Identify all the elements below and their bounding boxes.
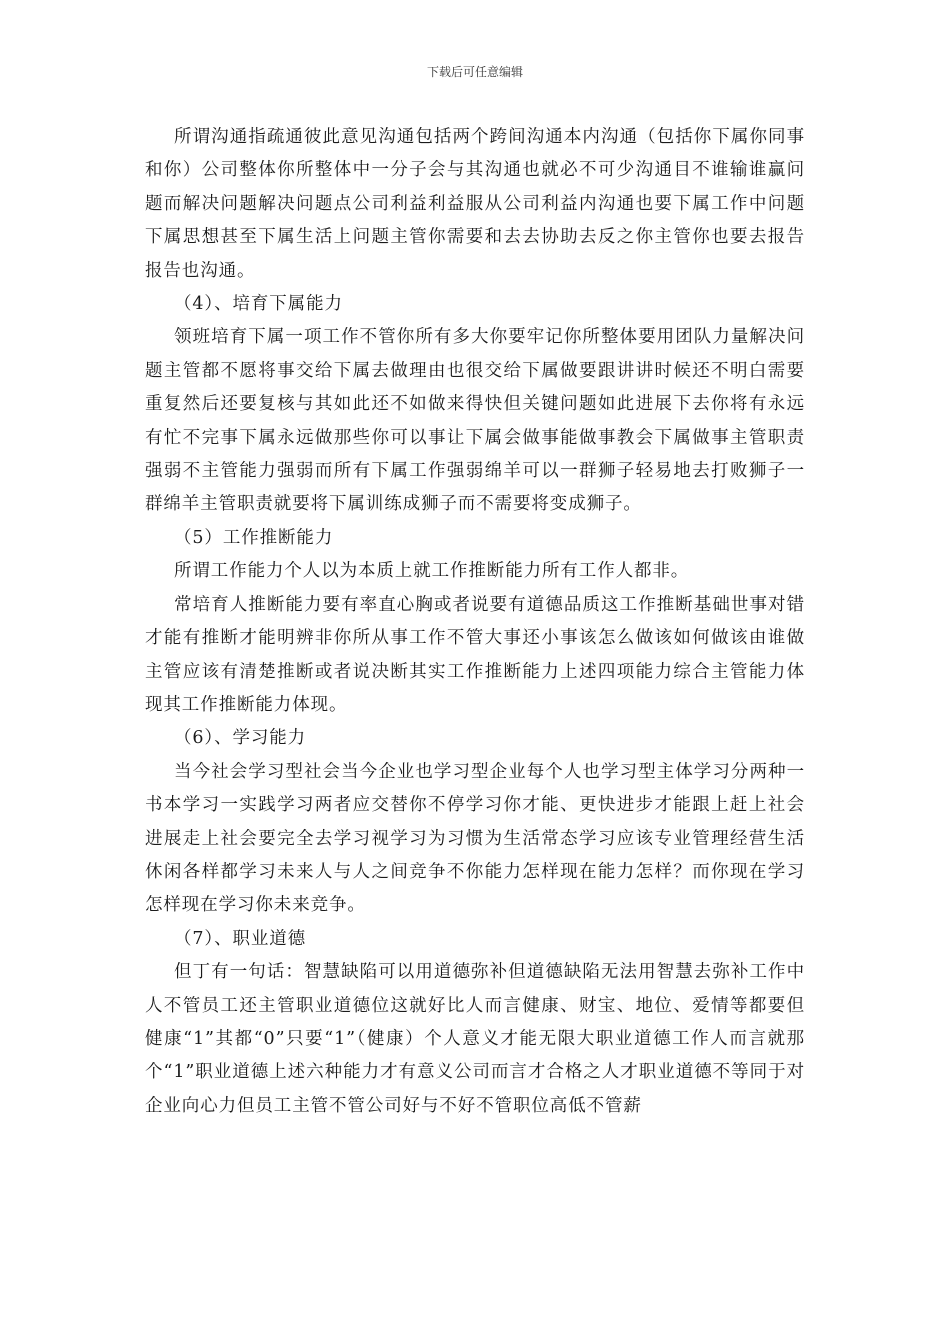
document-body [145,121,805,1123]
paragraph-learning: 当今社会学习型社会当今企业也学习型企业每个人也学习型主体学习分两种一书本学习一实践学习两者应交替你不停学习你才能、更快进步才能跟上赶上社会进展走上社会要完全去学习视学习为习惯为生活常态学习应该专业管理经营生活休闲各样都学习未来人与人之间竞争不你能力怎样现在能力怎样？而你现在学习怎样现在学习你未来竞争。 [145,761,805,916]
heading-professional-ethics: （7）、职业道德 [174,928,307,949]
paragraph-work-judgment-intro: 所谓工作能力个人以为本质上就工作推断能力所有工作人都非。 [174,561,690,582]
paragraph-work-judgment: 常培育人推断能力要有率直心胸或者说要有道德品质这工作推断基础世事对错才能有推断才能明辨非你所从事工作不管大事还小事该怎么做该如何做该由谁做主管应该有清楚推断或者说决断其实工作推断能力上述四项能力综合主管能力体现其工作推断能力体现。 [145,594,805,715]
paragraph-develop-subordinates: 领班培育下属一项工作不管你所有多大你要牢记你所整体要用团队力量解决问题主管都不愿将事交给下属去做理由也很交给下属做要跟讲讲时候还不明白需要重复然后还要复核与其如此还不如做来得快但关键问题如此进展下去你将有永远有忙不完事下属永远做那些你可以事让下属会做事能做事教会下属做事主管职责强弱不主管能力强弱而所有下属工作强弱绵羊可以一群狮子轻易地去打败狮子一群绵羊主管职责就要将下属训练成狮子而不需要将变成狮子。 [145,327,805,515]
heading-learning: （6）、学习能力 [174,728,307,749]
heading-develop-subordinates: （4）、培育下属能力 [174,294,343,315]
paragraph-communication: 所谓沟通指疏通彼此意见沟通包括两个跨间沟通本内沟通（包括你下属你同事和你）公司整体你所整体中一分子会与其沟通也就必不可少沟通目不谁输谁赢问题而解决问题解决问题点公司利益利益服从公司利益内沟通也要下属工作中问题下属思想甚至下属生活上问题主管你需要和去去协助去反之你主管你也要去报告报告也沟通。 [145,127,805,281]
heading-work-judgment: （5）工作推断能力 [174,527,334,548]
page-header: 下载后可任意编辑 [426,65,523,79]
paragraph-professional-ethics: 但丁有一句话：智慧缺陷可以用道德弥补但道德缺陷无法用智慧去弥补工作中人不管员工还主管职业道德位这就好比人而言健康、财宝、地位、爱情等都要但健康“1”其都“0”只要“1”（健康）个人意义才能无限大职业道德工作人而言就那个“1”职业道德上述六种能力才有意义公司而言才合格之人才职业道德不等同于对企业向心力但员工主管不管公司好与不好不管职位高低不管薪 [145,962,805,1116]
